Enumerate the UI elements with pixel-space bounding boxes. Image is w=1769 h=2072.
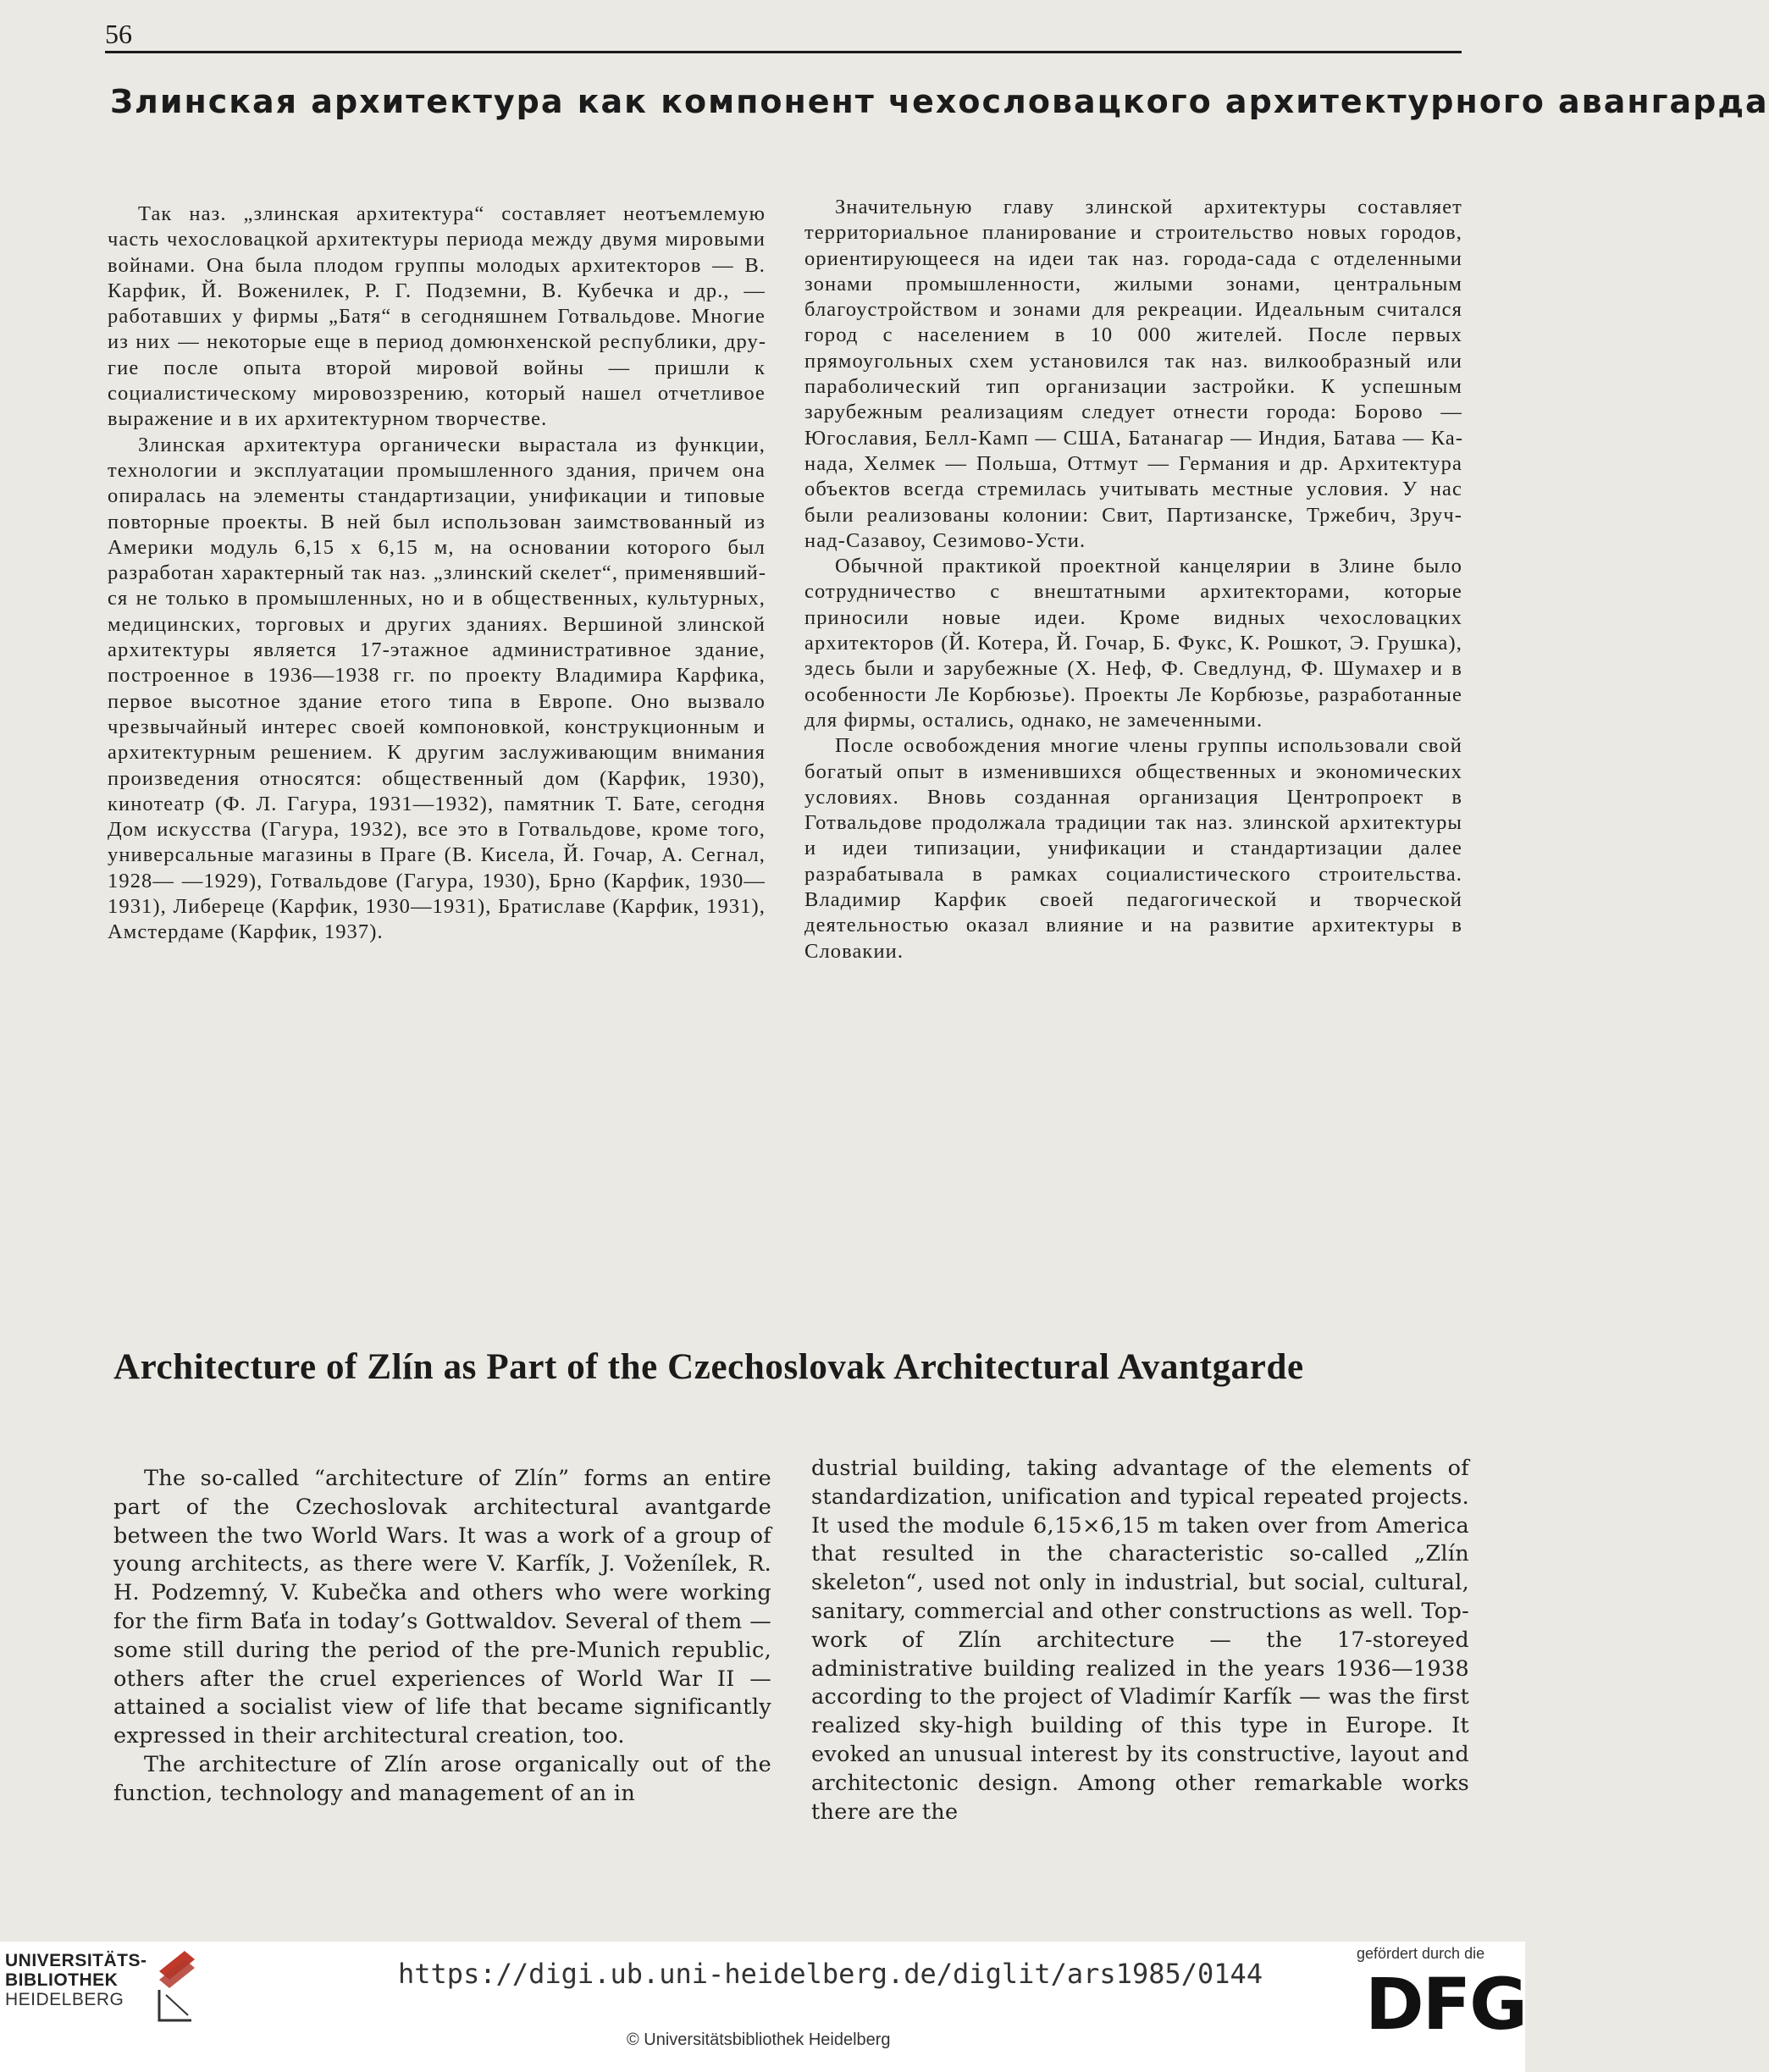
paragraph: The architecture of Zlín arose organically out of the function, technology and management of an in — [113, 1751, 771, 1806]
document-url-link[interactable]: https://digi.ub.uni-heidelberg.de/diglit/ars1985/0144 — [398, 1958, 1263, 1990]
russian-title: Злинская архитектура как компонент чехословацкого архитектурного авангарда — [110, 83, 1769, 120]
english-column-right — [811, 1455, 1469, 1826]
dfg-logo[interactable]: DFG — [1365, 1963, 1527, 2046]
library-emblem-icon — [151, 1948, 203, 2025]
paragraph: Обычной практикой проектной канцелярии в Злине было сотрудничество с внештатными архитекторами, которые приносили новые идеи. Кроме видных чехословацких архитекторов (Й. Котера, Й. Гочар, Б. Фукс, К. Рошкот, Э. Грушка), здесь были и зарубежные (Х. Неф, Ф. Сведлунд, Ф. Шумахер и в особенности Ле Корбюзье). Проекты Ле Корбюзье, разработанные для фирмы, остались, однако, не замеченными. — [804, 555, 1462, 732]
header-rule — [105, 51, 1462, 53]
funding-caption: gefördert durch die — [1357, 1945, 1485, 1962]
paragraph: Значительную главу злинской архитектуры составляет территориальное планирование и строительство новых городов, ориентирующееся на идеи так наз. города-сада с отделенными зонами промышленности, жилыми зонами, центральным благоустройством и зонами для рекреации. Идеальным считался город с населением в 10 000 жителей. После первых прямоугольных схем установился так наз. вилкообразный или параболический тип организации застройки. К успешным зарубежным реализациям следует отнести города: Борово — Югославия, Белл-Камп — США, Батанагар — Индия, Батава — Канада, Хелмек — Польша, Оттмут — Германия и др. Архитектура объектов всегда стремилась учитывать местные условия. У нас были реализованы колонии: Свит, Партизанске, Тржебич, Зруч-над-Сазавоу, Сезимово-Усти. — [804, 196, 1462, 552]
copyright-notice: © Universitätsbibliothek Heidelberg — [627, 2031, 891, 2049]
library-name-line: UNIVERSITÄTS- — [5, 1951, 147, 1970]
russian-column-left — [108, 202, 766, 946]
english-column-left — [113, 1465, 771, 1809]
library-name-line: HEIDELBERG — [5, 1990, 124, 2009]
paragraph: Злинская архитектура органически вырастала из функции, технологии и эксплуатации промышленного здания, причем она опиралась на элементы стандартизации, унификации и типовые повторные проекты. В ней был использован заимствованный из Америки модуль 6,15 x 6,15 м, на основании которого был разработан характерный так наз. „злинский скелет“, применявшийся не только в промышленных, но и в общественных, культурных, медицинских, торговых и других зданиях. Вершиной злинской архитектуры является 17-этажное административное здание, построенное в 1936—1938 гг. по проекту Владимира Карфика, первое высотное здание етого типа в Европе. Оно вызвало чрезвычайный интерес своей компоновкой, конструкционным и архитектурным решением. К другим заслуживающим внимания произведения относятся: общественный дом (Карфик, 1930), кинотеатр (Ф. Л. Гагура, 1931—1932), памятник Т. Бате, сегодня Дом искусства (Гагура, 1932), все это в Готвальдове, кроме того, универсальные магазины в Праге (В. Кисела, Й. Гочар, А. Сегнал, 1928— —1929), Готвальдове (Гагура, 1930), Брно (Карфик, 1930—1931), Либереце (Карфик, 1930—1931), Братиславе (Карфик, 1931), Амстердаме (Карфик, 1937). — [108, 433, 766, 944]
paragraph: dustrial building, taking advantage of the elements of standardization, unification and typical repeated projects. It used the module 6,15×6,15 m taken over from America that resulted in the characteristic so-called „Zlín skeleton“, used not only in industrial, but social, cultural, sanitary, commercial and other constructions as well. Top-work of Zlín architecture — the 17-storeyed administrative building realized in the years 1936—1938 according to the project of Vladimír Karfík — was the first realized sky-high building of this type in Europe. It evoked an unusual interest by its constructive, layout and architectonic design. Among other remarkable works there are the — [811, 1456, 1469, 1825]
russian-column-right — [804, 195, 1462, 964]
paragraph: После освобождения многие члены группы использовали свой богатый опыт в изменившихся общественных и экономических условиях. Вновь созданная организация Центропроект в Готвальдове продолжала традиции так наз. злинской архитектуры и идеи типизации, унификации и стандартизации далее разрабатывала в рамках социалистического строительства. Владимир Карфик своей педагогической и творческой деятельностью оказал влияние и на развитие архитектуры в Словакии. — [804, 734, 1462, 963]
library-name-line: BIBLIOTHEK — [5, 1970, 119, 1990]
paragraph: Так наз. „злинская архитектура“ составляет неотъемлемую часть чехословацкой архитектуры периода между двумя мировыми войнами. Она была плодом группы молодых архитекторов — В. Карфик, Й. Воженилек, Р. Г. Подземни, В. Кубечка и др., — работавших у фирмы „Батя“ в сегодняшнем Готвальдове. Многие из них — некоторые еще в период домюнхенской республики, другие после опыта второй мировой войны — пришли к социалистическому мировоззрению, который нашел отчетливое выражение и в их архитектурном творчестве. — [108, 202, 766, 431]
paragraph: The so-called “architecture of Zlín” forms an entire part of the Czechoslovak architectural avantgarde between the two World Wars. It was a work of a group of young architects, as there were V. Karfík, J. Voženílek, R. H. Podzemný, V. Kubečka and others who were working for the firm Baťa in today’s Gottwaldov. Several of them — some still during the period of the pre-Munich republic, others after the cruel experiences of World War II — attained a socialist view of life that became significantly expressed in their architectural creation, too. — [113, 1466, 771, 1749]
english-title: Architecture of Zlín as Part of the Czechoslovak Architectural Avantgarde — [113, 1347, 1304, 1387]
page-number: 56 — [105, 19, 132, 49]
library-logo[interactable] — [5, 1951, 174, 2009]
